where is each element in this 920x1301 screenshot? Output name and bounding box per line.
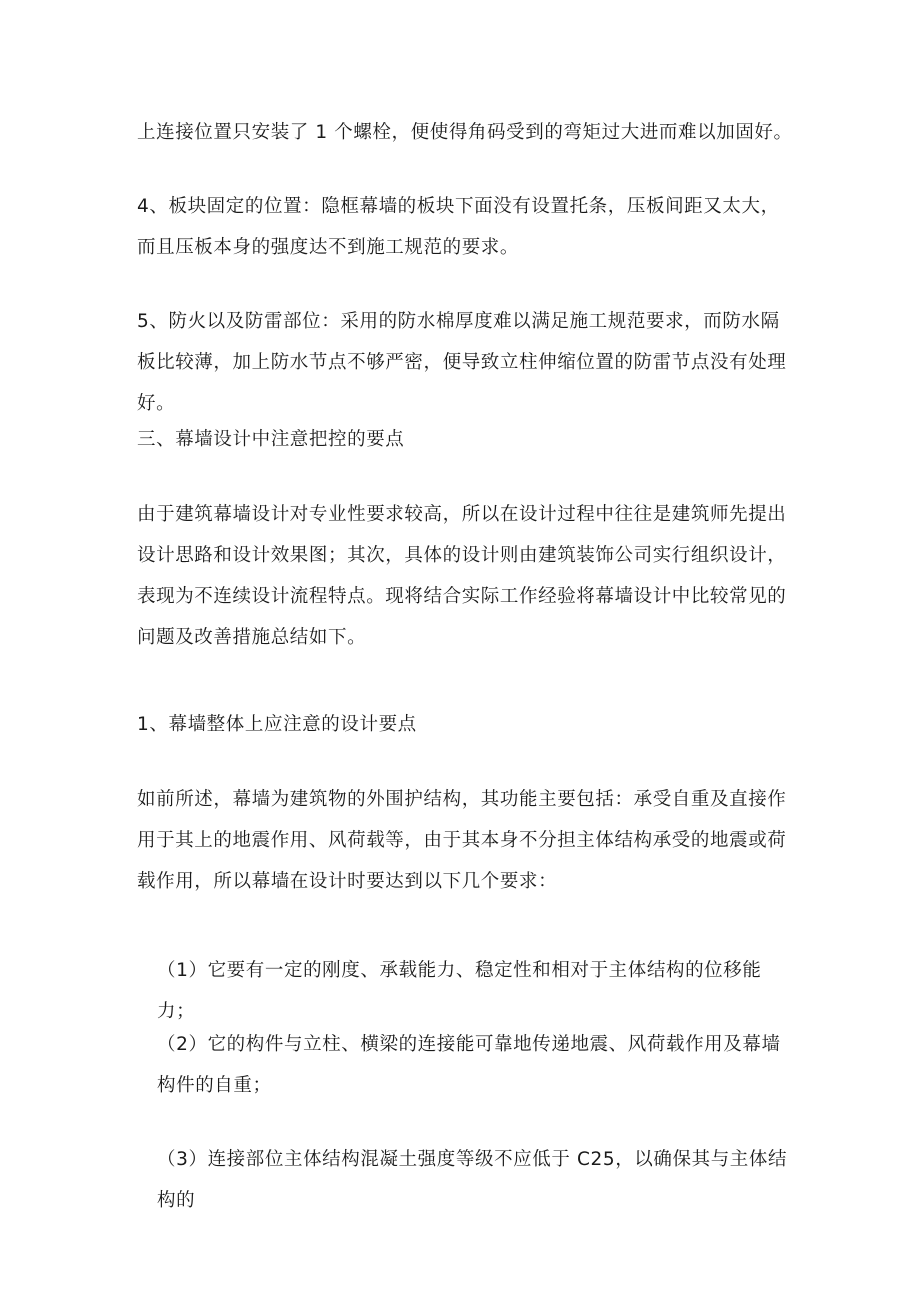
paragraph-design-intro: 由于建筑幕墙设计对专业性要求较高，所以在设计过程中往往是建筑师先提出设计思路和设计效果图；其次，具体的设计则由建筑装饰公司实行组织设计，表现为不连续设计流程特点。现将结合实际工作经验将幕墙设计中比较常见的问题及改善措施总结如下。 [137,504,787,648]
paragraph-curtain-wall-function: 如前所述，幕墙为建筑物的外围护结构，其功能主要包括：承受自重及直接作用于其上的地震作用、风荷载等，由于其本身不分担主体结构承受的地震或荷载作用，所以幕墙在设计时要达到以下几个要求： [137,789,787,892]
paragraph-panel-fixing: 4、板块固定的位置：隐框幕墙的板块下面没有设置托条，压板间距又太大，而且压板本身的强度达不到施工规范的要求。 [137,196,780,258]
section-heading-3: 三、幕墙设计中注意把控的要点 [137,429,405,450]
paragraph-bolt-connection: 上连接位置只安装了 1 个螺栓，便使得角码受到的弯矩过大进而难以加固好。 [137,122,793,143]
paragraph-fire-lightning: 5、防火以及防雷部位：采用的防水棉厚度难以满足施工规范要求，而防水隔板比较薄，加上防水节点不够严密，便导致立柱伸缩位置的防雷节点没有处理好。 [137,311,787,414]
requirement-item-3: （3）连接部位主体结构混凝土强度等级不应低于 C25，以确保其与主体结构的 [157,1149,788,1211]
requirement-item-1: （1）它要有一定的刚度、承载能力、稳定性和相对于主体结构的位移能力； [157,960,762,1022]
subsection-heading-1: 1、幕墙整体上应注意的设计要点 [137,714,417,735]
requirement-item-2: （2）它的构件与立柱、横梁的连接能可靠地传递地震、风荷载作用及幕墙构件的自重； [157,1034,781,1096]
